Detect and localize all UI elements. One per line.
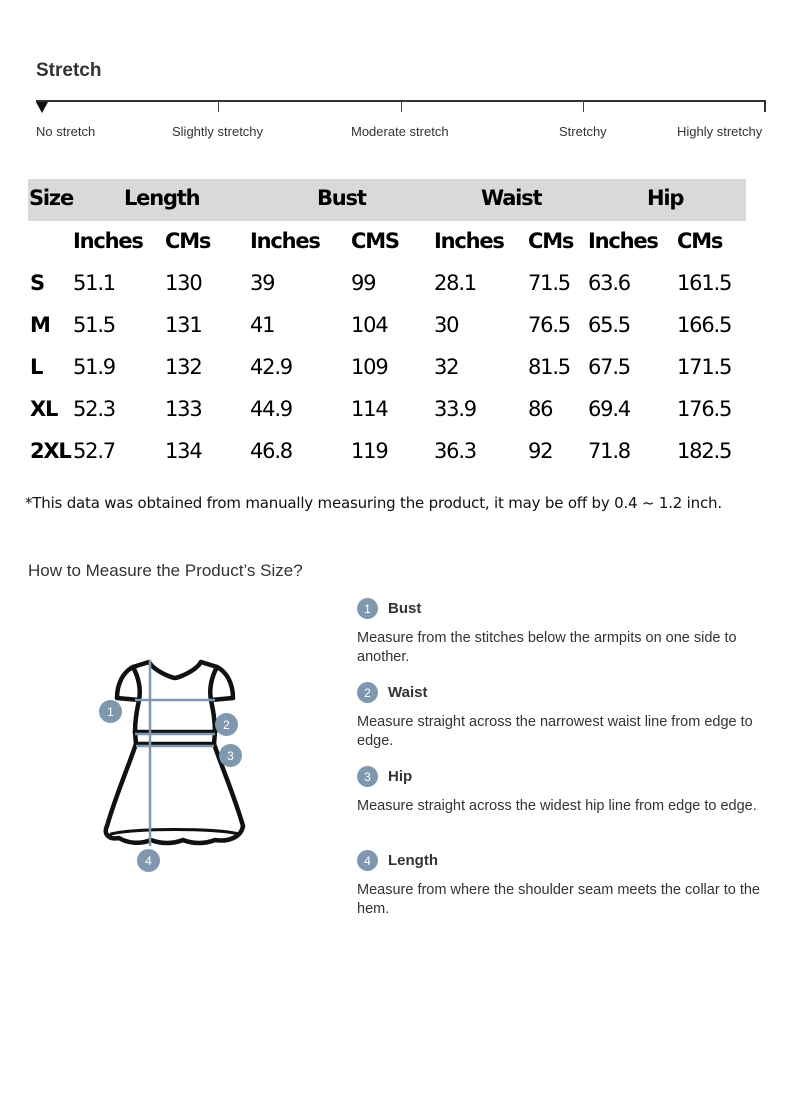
header-bust: Bust — [317, 186, 366, 210]
table-cell: 92 — [528, 439, 553, 463]
table-cell: 161.5 — [677, 271, 732, 295]
length-number-icon: 4 — [357, 850, 378, 871]
bust-title: Bust — [388, 600, 422, 617]
table-cell: 51.9 — [73, 355, 115, 379]
table-cell: 51.1 — [73, 271, 115, 295]
table-cell: 130 — [165, 271, 202, 295]
row-size: XL — [30, 397, 58, 421]
stretch-tick — [401, 100, 402, 112]
row-size: S — [30, 271, 44, 295]
table-cell: 52.7 — [73, 439, 115, 463]
stretch-indicator-icon — [36, 102, 48, 113]
length-title: Length — [388, 852, 438, 869]
table-cell: 76.5 — [528, 313, 570, 337]
table-cell: 71.8 — [588, 439, 630, 463]
bust-description: Measure from the stitches below the armpits on one side to another. — [357, 630, 737, 665]
table-cell: 176.5 — [677, 397, 732, 421]
header-hip: Hip — [647, 186, 684, 210]
subheader: CMs — [528, 229, 574, 253]
hip-number-icon: 3 — [357, 766, 378, 787]
subheader: CMs — [165, 229, 211, 253]
table-cell: 42.9 — [250, 355, 292, 379]
row-size: M — [30, 313, 50, 337]
table-cell: 63.6 — [588, 271, 630, 295]
subheader: Inches — [588, 229, 658, 253]
diagram-marker-3: 3 — [219, 744, 242, 767]
hip-title: Hip — [388, 768, 413, 785]
stretch-tick — [764, 100, 766, 112]
row-size: 2XL — [30, 439, 71, 463]
table-cell: 182.5 — [677, 439, 732, 463]
stretch-tick — [583, 100, 584, 112]
table-cell: 41 — [250, 313, 275, 337]
diagram-marker-1: 1 — [99, 700, 122, 723]
waist-number-icon: 2 — [357, 682, 378, 703]
table-cell: 109 — [351, 355, 388, 379]
table-cell: 81.5 — [528, 355, 570, 379]
measurement-note: *This data was obtained from manually measuring the product, it may be off by 0.4 ~ 1.2 inch. — [25, 494, 722, 512]
table-cell: 86 — [528, 397, 553, 421]
stretch-label-stretchy: Stretchy — [559, 124, 607, 139]
waist-description: Measure straight across the narrowest waist line from edge to edge. — [357, 714, 753, 749]
table-cell: 69.4 — [588, 397, 630, 421]
header-waist: Waist — [481, 186, 542, 210]
table-cell: 33.9 — [434, 397, 476, 421]
table-cell: 39 — [250, 271, 275, 295]
header-size: Size — [29, 186, 73, 210]
diagram-marker-4: 4 — [137, 849, 160, 872]
subheader: Inches — [434, 229, 504, 253]
measure-section-title: How to Measure the Product’s Size? — [28, 561, 303, 580]
hip-description: Measure straight across the widest hip line from edge to edge. — [357, 798, 757, 814]
table-cell: 36.3 — [434, 439, 476, 463]
table-cell: 114 — [351, 397, 388, 421]
table-cell: 52.3 — [73, 397, 115, 421]
diagram-marker-2: 2 — [215, 713, 238, 736]
table-cell: 133 — [165, 397, 202, 421]
header-length: Length — [124, 186, 200, 210]
subheader: Inches — [250, 229, 320, 253]
waist-title: Waist — [388, 684, 428, 701]
stretch-tick — [218, 100, 219, 112]
table-cell: 119 — [351, 439, 388, 463]
row-size: L — [30, 355, 43, 379]
table-cell: 134 — [165, 439, 202, 463]
table-cell: 67.5 — [588, 355, 630, 379]
bust-number-icon: 1 — [357, 598, 378, 619]
table-cell: 30 — [434, 313, 459, 337]
table-cell: 51.5 — [73, 313, 115, 337]
table-cell: 32 — [434, 355, 459, 379]
table-cell: 71.5 — [528, 271, 570, 295]
stretch-label-highly: Highly stretchy — [677, 124, 763, 139]
table-cell: 99 — [351, 271, 376, 295]
table-cell: 46.8 — [250, 439, 292, 463]
table-cell: 65.5 — [588, 313, 630, 337]
table-cell: 104 — [351, 313, 388, 337]
table-cell: 171.5 — [677, 355, 732, 379]
subheader: CMS — [351, 229, 399, 253]
length-description: Measure from where the shoulder seam meets the collar to the hem. — [357, 882, 760, 917]
stretch-label-slightly: Slightly stretchy — [172, 124, 264, 139]
table-cell: 28.1 — [434, 271, 476, 295]
table-cell: 132 — [165, 355, 202, 379]
table-cell: 44.9 — [250, 397, 292, 421]
table-cell: 131 — [165, 313, 202, 337]
stretch-label-no: No stretch — [36, 124, 96, 139]
stretch-title: Stretch — [36, 60, 102, 81]
subheader: Inches — [73, 229, 143, 253]
subheader: CMs — [677, 229, 723, 253]
stretch-label-moderate: Moderate stretch — [351, 124, 449, 139]
table-cell: 166.5 — [677, 313, 732, 337]
